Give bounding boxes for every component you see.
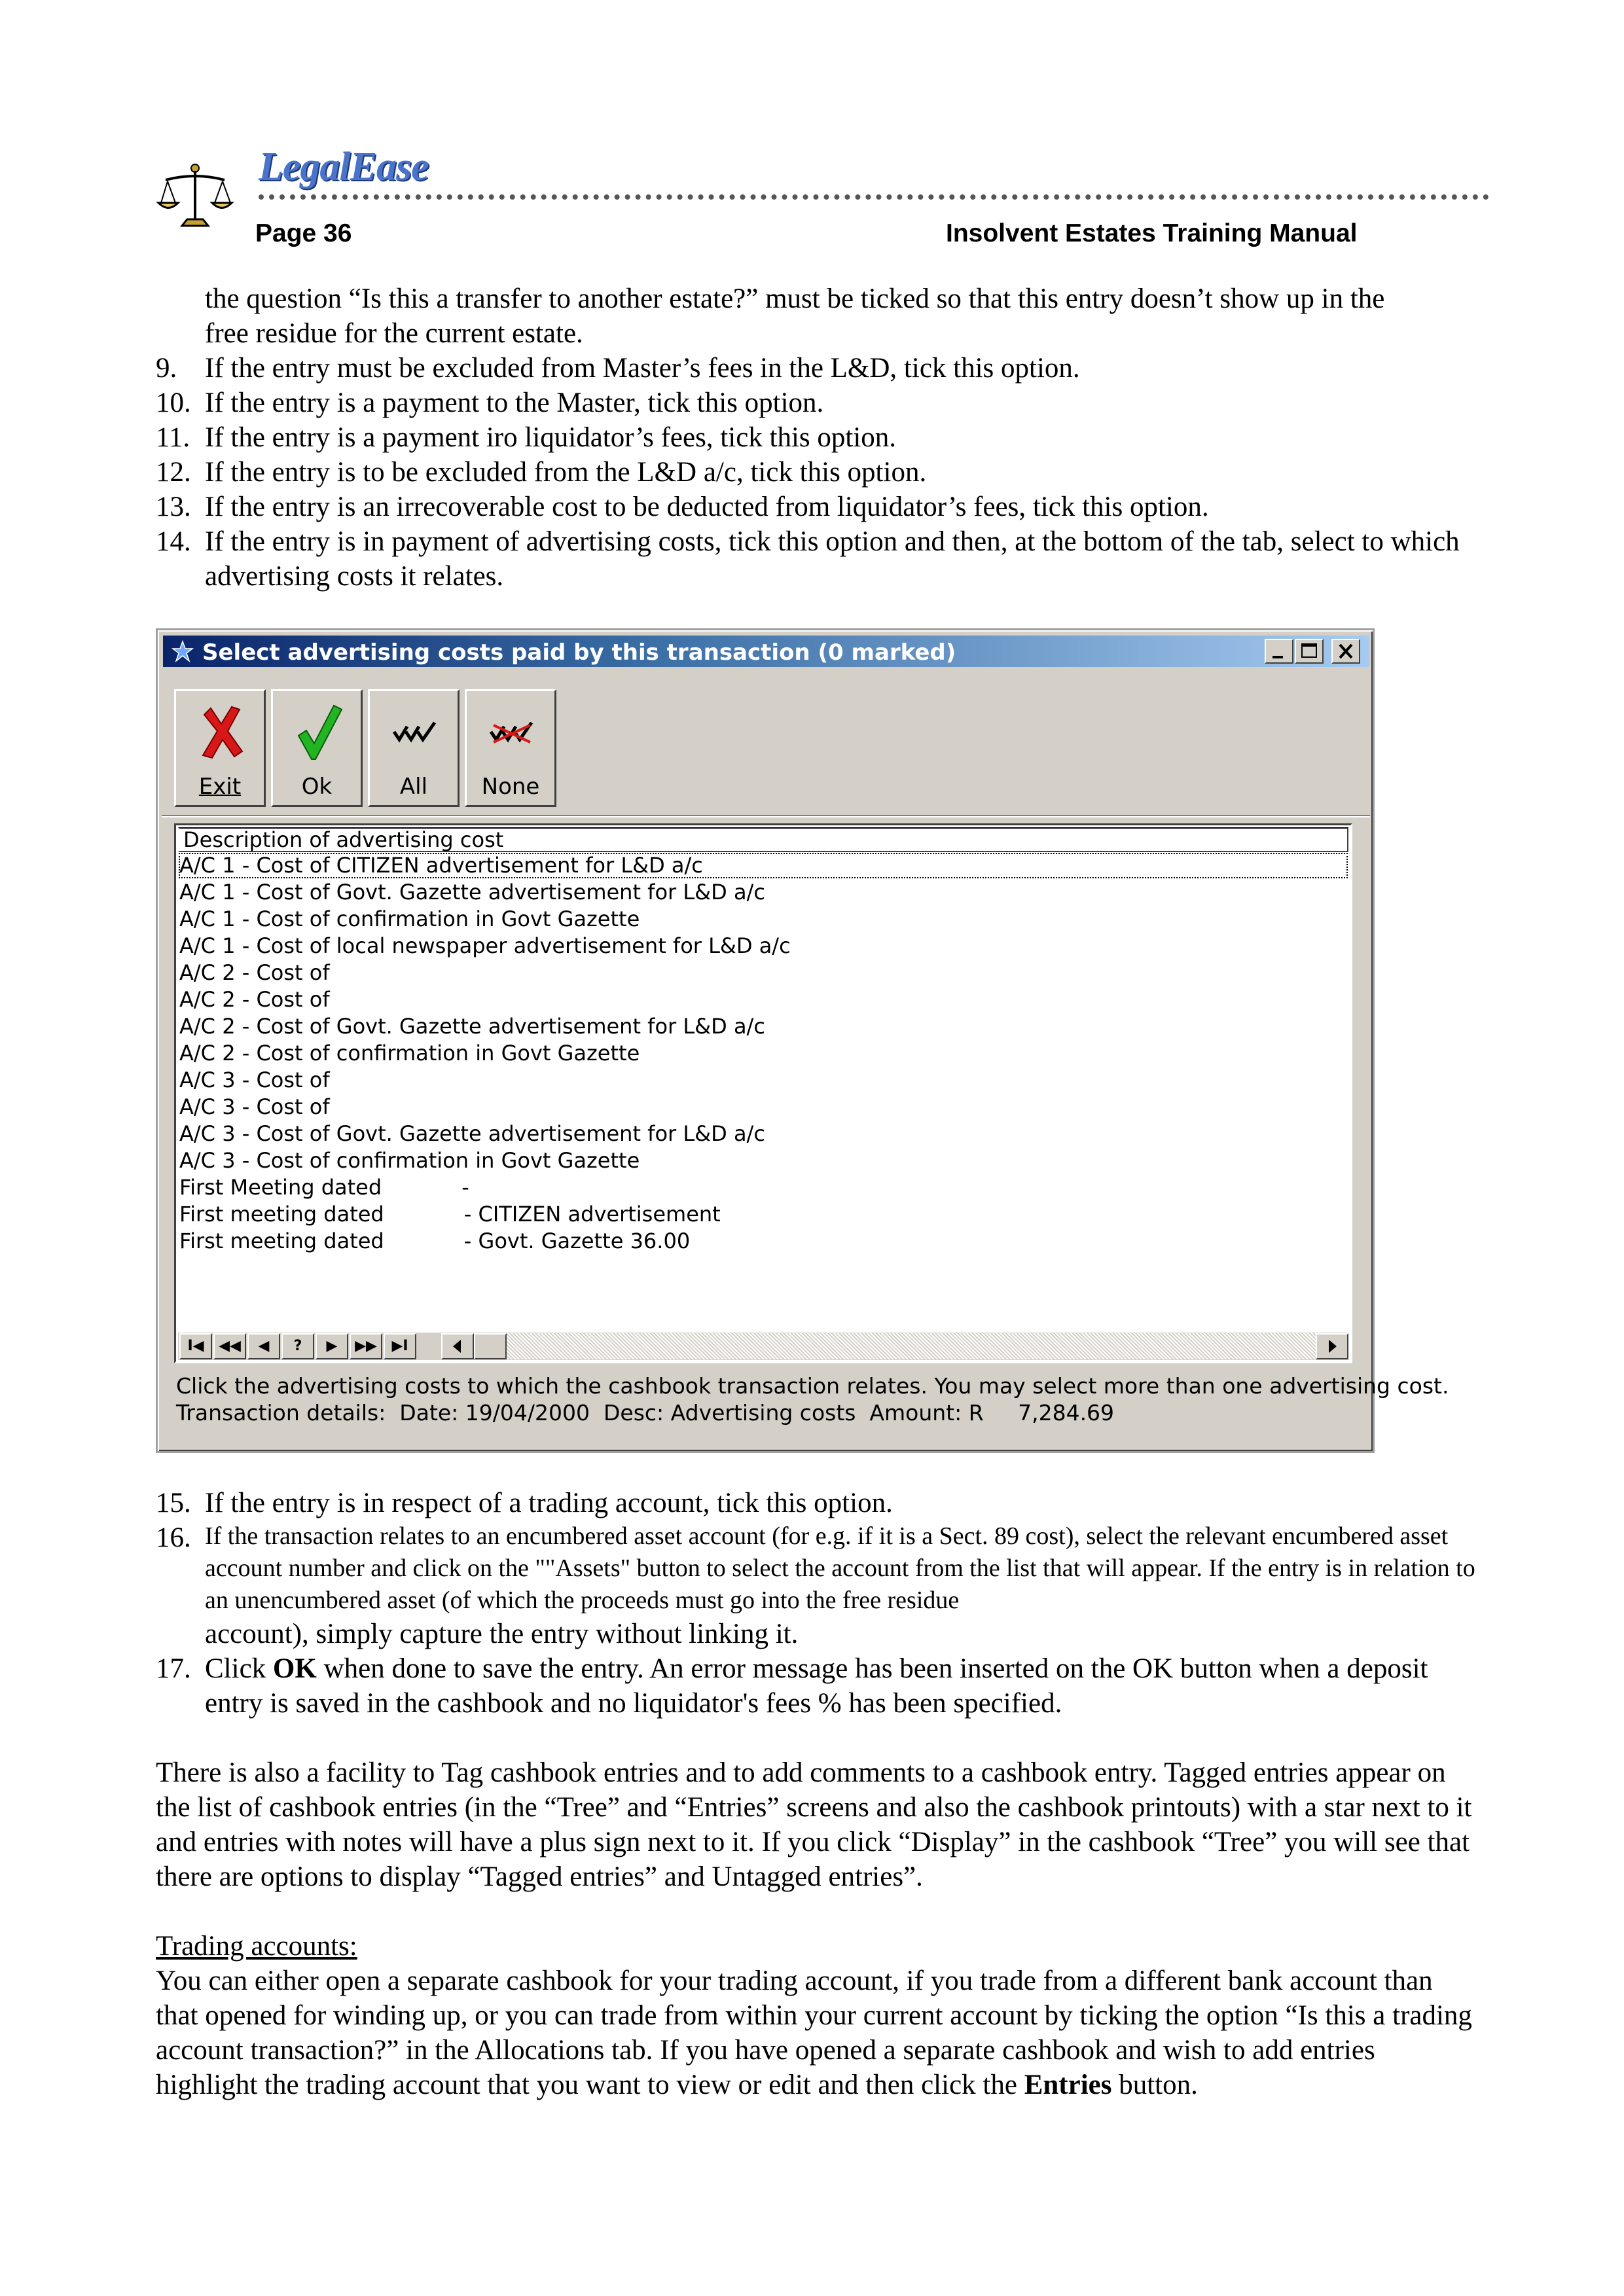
scroll-right-button[interactable]	[1316, 1333, 1348, 1359]
list-text-part: Click	[205, 1653, 273, 1684]
list-item	[156, 1651, 1478, 1721]
tag-paragraph: There is also a facility to Tag cashbook entries and to add comments to a cashbook entry. Tagged entries appear on the list of cashbook entries (in the “Tree” and “Entries” screens and also the cashbook printouts) with a star next to it and entries with notes will have a plus sign next to it. If you click “Display” in the cashbook “Tree” you will see that there are options to display “Tagged entries” and Untagged entries”.	[156, 1757, 1472, 1892]
list-text: If the transaction relates to an encumbered asset account (for e.g. if it is a Sect. 89 cost), select the relevant encumbered asset account number and click on the ""Assets" button to select the account from the list that will appear. If the entry is in relation to an unencumbered asset (of which the proceeds must go into the free residue	[205, 1522, 1475, 1614]
select-all-button[interactable]	[368, 689, 460, 807]
scales-logo-icon	[156, 160, 234, 232]
list-text: If the entry is an irrecoverable cost to be deducted from liquidator’s fees, tick this option.	[205, 492, 1209, 522]
list-item	[156, 524, 1478, 594]
page-number: Page 36	[255, 219, 352, 247]
list-item	[156, 490, 1478, 524]
instruction-text: Click the advertising costs to which the cashbook transaction relates. You may select more than one advertising cost.	[176, 1373, 1449, 1399]
advertising-costs-dialog	[156, 628, 1449, 1453]
list-text: If the entry must be excluded from Master’s fees in the L&D, tick this option.	[205, 353, 1080, 384]
manual-title: Insolvent Estates Training Manual	[946, 219, 1358, 247]
list-text: If the entry is a payment iro liquidator’s fees, tick this option.	[205, 422, 897, 453]
list-number: 12.	[156, 457, 191, 488]
intro-line-1: the question “Is this a transfer to another estate?” must be ticked so that this entry doesn’t show up in the	[205, 283, 1385, 314]
page-forward-button[interactable]: ▶▶	[350, 1333, 382, 1359]
page-back-button[interactable]: ◀◀	[213, 1333, 246, 1359]
exit-button-label: Exit	[198, 774, 242, 800]
help-button[interactable]: ?	[281, 1333, 314, 1359]
list-number: 17.	[156, 1653, 191, 1684]
maximize-icon	[1296, 640, 1322, 662]
list-number: 10.	[156, 387, 191, 418]
list-item[interactable]: A/C 2 - Cost of	[179, 987, 330, 1012]
list-item	[156, 386, 1478, 420]
list-text: If the entry is a payment to the Master, tick this option.	[205, 387, 824, 418]
record-navigator	[178, 1333, 1348, 1360]
list-item[interactable]: A/C 3 - Cost of Govt. Gazette advertisement for L&D a/c	[179, 1121, 765, 1146]
list-text	[205, 1651, 1478, 1721]
app-star-icon	[171, 639, 194, 663]
list-item	[156, 1486, 1478, 1520]
list-number: 15.	[156, 1488, 191, 1518]
list-item[interactable]: A/C 2 - Cost of confirmation in Govt Gazette	[179, 1041, 640, 1066]
arrow-left-icon	[442, 1335, 473, 1358]
list-number: 9.	[156, 353, 177, 384]
list-item[interactable]: A/C 1 - Cost of CITIZEN advertisement for L&D a/c	[178, 852, 1348, 879]
list-item	[156, 1520, 1478, 1651]
list-item[interactable]: A/C 3 - Cost of confirmation in Govt Gazette	[179, 1148, 640, 1173]
dialog-titlebar[interactable]	[163, 636, 1369, 667]
uncheck-all-icon	[488, 702, 537, 764]
select-none-button[interactable]	[465, 689, 556, 807]
select-all-button-label: All	[399, 774, 428, 800]
red-x-icon	[198, 702, 246, 764]
list-item[interactable]: A/C 1 - Cost of local newspaper advertisement for L&D a/c	[179, 933, 791, 958]
list-item[interactable]: First Meeting dated -	[179, 1175, 469, 1200]
list-item[interactable]: First meeting dated - CITIZEN advertisement	[179, 1202, 721, 1227]
ok-button[interactable]	[271, 689, 363, 807]
trading-heading: Trading accounts:	[156, 1931, 357, 1962]
trading-text: You can either open a separate cashbook for your trading account, if you trade from a different bank account than that opened for winding up, or you can trade from within your current account by ticking the option “Is this a trading account transaction?” in the Allocations tab. If you have opened a separate cashbook and wish to add entries highlight the trading account that you want to view or edit and then click the	[156, 1965, 1472, 2100]
trading-paragraph	[156, 1964, 1478, 2102]
select-none-button-label: None	[481, 774, 540, 800]
dialog-title: Select advertising costs paid by this transaction (0 marked)	[202, 639, 956, 666]
list-item	[156, 420, 1478, 455]
list-item[interactable]: A/C 2 - Cost of Govt. Gazette advertisement for L&D a/c	[179, 1014, 765, 1039]
list-item[interactable]: A/C 3 - Cost of	[179, 1067, 330, 1092]
minimize-icon	[1266, 640, 1292, 662]
green-check-icon	[295, 702, 343, 764]
trading-text: button.	[1111, 2070, 1198, 2100]
list-number: 13.	[156, 492, 191, 522]
advertising-costs-list[interactable]	[174, 823, 1352, 1363]
close-icon	[1333, 640, 1359, 662]
arrow-right-icon	[1317, 1335, 1347, 1358]
last-record-button[interactable]: ▶I	[384, 1333, 416, 1359]
list-text: If the entry is to be excluded from the L&D a/c, tick this option.	[205, 457, 927, 488]
list-text: If the entry is in respect of a trading account, tick this option.	[205, 1488, 893, 1518]
close-button[interactable]	[1331, 639, 1360, 664]
ok-button-label: Ok	[301, 774, 333, 800]
first-record-button[interactable]: I◀	[179, 1333, 212, 1359]
list-number: 11.	[156, 422, 190, 453]
header-dotted-rule	[259, 194, 1489, 200]
list-text-part: when done to save the entry. An error message has been inserted on the OK button when a deposit entry is saved in the cashbook and no liquidator's fees % has been specified.	[205, 1653, 1428, 1719]
transaction-details: Transaction details: Date: 19/04/2000 Desc: Advertising costs Amount: R 7,284.69	[176, 1400, 1115, 1426]
list-item[interactable]: First meeting dated - Govt. Gazette 36.00	[179, 1229, 691, 1253]
column-header-description[interactable]: Description of advertising cost	[178, 827, 1348, 852]
list-item[interactable]: A/C 2 - Cost of	[179, 960, 330, 985]
list-item	[156, 455, 1478, 490]
list-item[interactable]: A/C 1 - Cost of Govt. Gazette advertisement for L&D a/c	[179, 880, 765, 905]
minimize-button[interactable]	[1265, 639, 1293, 664]
list-text: If the entry is in payment of advertising costs, tick this option and then, at the bottom of the tab, select to which advertising costs it relates.	[205, 526, 1460, 592]
entries-keyword: Entries	[1024, 2070, 1112, 2100]
list-text-continued: account), simply capture the entry without linking it.	[205, 1619, 799, 1649]
logo-wordmark: LegalEase	[259, 145, 429, 189]
toolbar-separator	[162, 815, 1370, 817]
list-item[interactable]: A/C 3 - Cost of	[179, 1094, 330, 1119]
list-number: 16.	[156, 1522, 191, 1553]
intro-line-2: free residue for the current estate.	[205, 318, 583, 349]
scrollbar-thumb[interactable]	[474, 1333, 507, 1359]
horizontal-scrollbar-track[interactable]	[474, 1333, 1348, 1359]
multi-check-icon	[391, 702, 440, 764]
ok-keyword: OK	[272, 1653, 317, 1684]
maximize-button[interactable]	[1295, 639, 1324, 664]
next-record-button[interactable]: ▶	[316, 1333, 348, 1359]
scroll-left-button[interactable]	[441, 1333, 474, 1359]
exit-button[interactable]	[174, 689, 266, 807]
list-item[interactable]: A/C 1 - Cost of confirmation in Govt Gazette	[179, 906, 640, 931]
list-item	[156, 351, 1478, 386]
list-number: 14.	[156, 526, 191, 557]
prev-record-button[interactable]: ◀	[247, 1333, 280, 1359]
